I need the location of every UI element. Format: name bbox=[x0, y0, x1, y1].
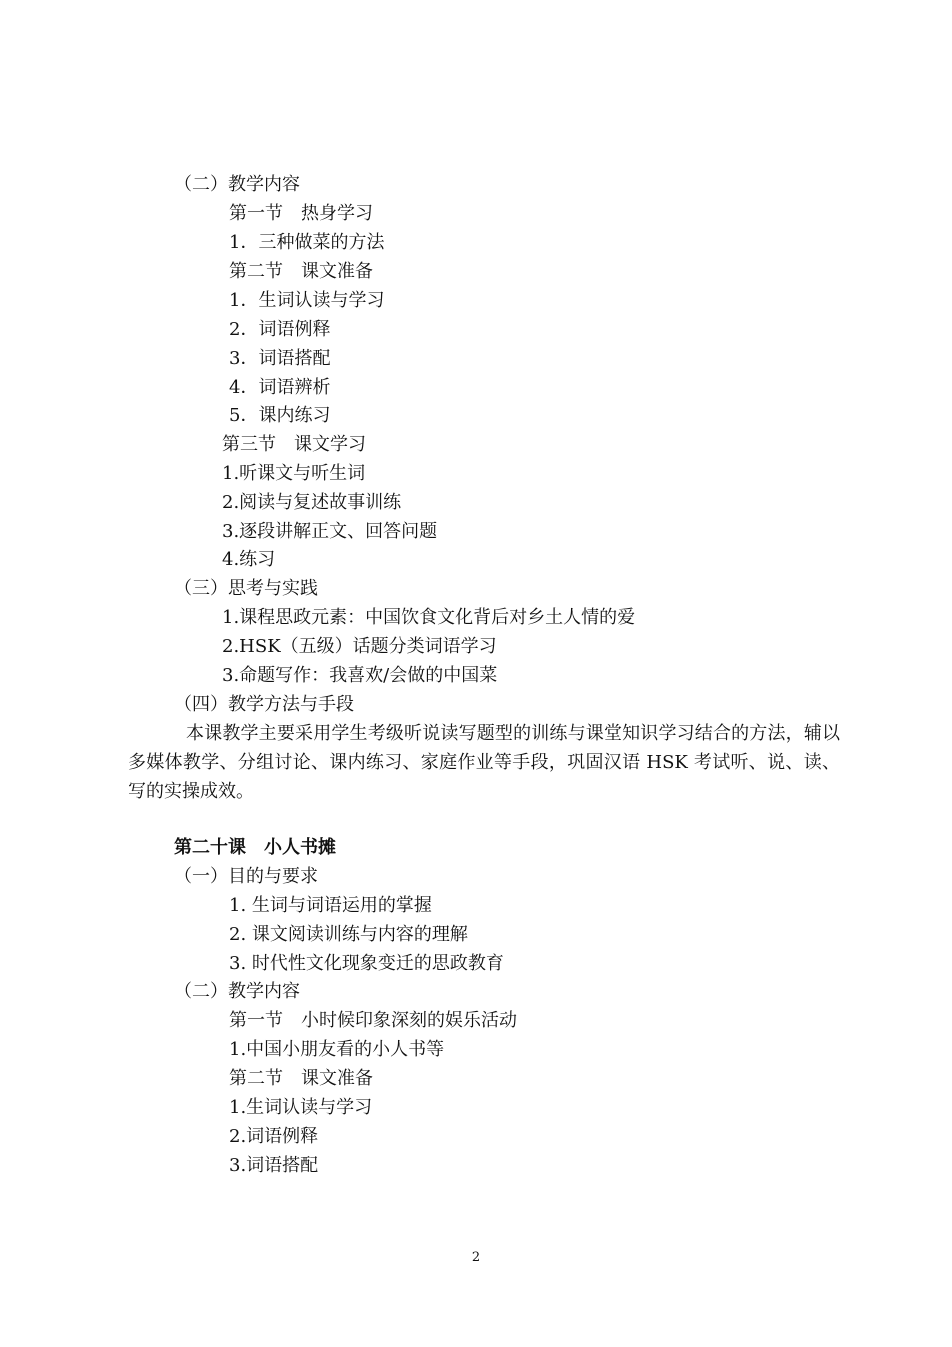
list-item: 2.HSK（五级）话题分类词语学习 bbox=[222, 636, 497, 657]
list-item: 2. 课文阅读训练与内容的理解 bbox=[229, 924, 468, 945]
list-item: 2.阅读与复述故事训练 bbox=[222, 492, 402, 513]
list-item: 3. 时代性文化现象变迁的思政教育 bbox=[229, 953, 504, 974]
page-number: 2 bbox=[471, 1250, 481, 1265]
section-heading-teaching-content: （二）教学内容 bbox=[174, 174, 300, 195]
list-item: 4.练习 bbox=[222, 549, 276, 570]
section-heading-teaching-methods: （四）教学方法与手段 bbox=[174, 694, 354, 715]
subsection-title: 第一节 热身学习 bbox=[229, 203, 373, 224]
list-item: 2.词语例释 bbox=[229, 1126, 319, 1147]
list-item: 4．词语辨析 bbox=[229, 377, 331, 398]
subsection-title: 第一节 小时候印象深刻的娱乐活动 bbox=[229, 1010, 517, 1031]
list-item: 3.命题写作：我喜欢/会做的中国菜 bbox=[222, 665, 498, 686]
subsection-title: 第三节 课文学习 bbox=[222, 434, 366, 455]
section-heading-teaching-content: （二）教学内容 bbox=[174, 981, 300, 1002]
list-item: 3.词语搭配 bbox=[229, 1155, 319, 1176]
section-heading-reflection-practice: （三）思考与实践 bbox=[174, 578, 318, 599]
list-item: 3．词语搭配 bbox=[229, 348, 331, 369]
list-item: 1.听课文与听生词 bbox=[222, 463, 366, 484]
list-item: 1.课程思政元素：中国饮食文化背后对乡土人情的爱 bbox=[222, 607, 636, 628]
methods-paragraph-text: 本课教学主要采用学生考级听说读写题型的训练与课堂知识学习结合的方法，辅以多媒体教学、分组讨论、课内练习、家庭作业等手段，巩固汉语 HSK 考试听、说、读、写的实操成效。 bbox=[128, 723, 840, 802]
subsection-title: 第二节 课文准备 bbox=[229, 1068, 373, 1089]
lesson-title: 第二十课 小人书摊 bbox=[174, 837, 336, 858]
methods-paragraph bbox=[128, 719, 840, 806]
list-item: 1．生词认读与学习 bbox=[229, 290, 385, 311]
list-item: 1．三种做菜的方法 bbox=[229, 232, 385, 253]
list-item: 1.中国小朋友看的小人书等 bbox=[229, 1039, 445, 1060]
list-item: 2．词语例释 bbox=[229, 319, 331, 340]
list-item: 1.生词认读与学习 bbox=[229, 1097, 373, 1118]
section-heading-goals: （一）目的与要求 bbox=[174, 866, 318, 887]
subsection-title: 第二节 课文准备 bbox=[229, 261, 373, 282]
list-item: 5．课内练习 bbox=[229, 405, 331, 426]
list-item: 1. 生词与词语运用的掌握 bbox=[229, 895, 432, 916]
list-item: 3.逐段讲解正文、回答问题 bbox=[222, 521, 438, 542]
